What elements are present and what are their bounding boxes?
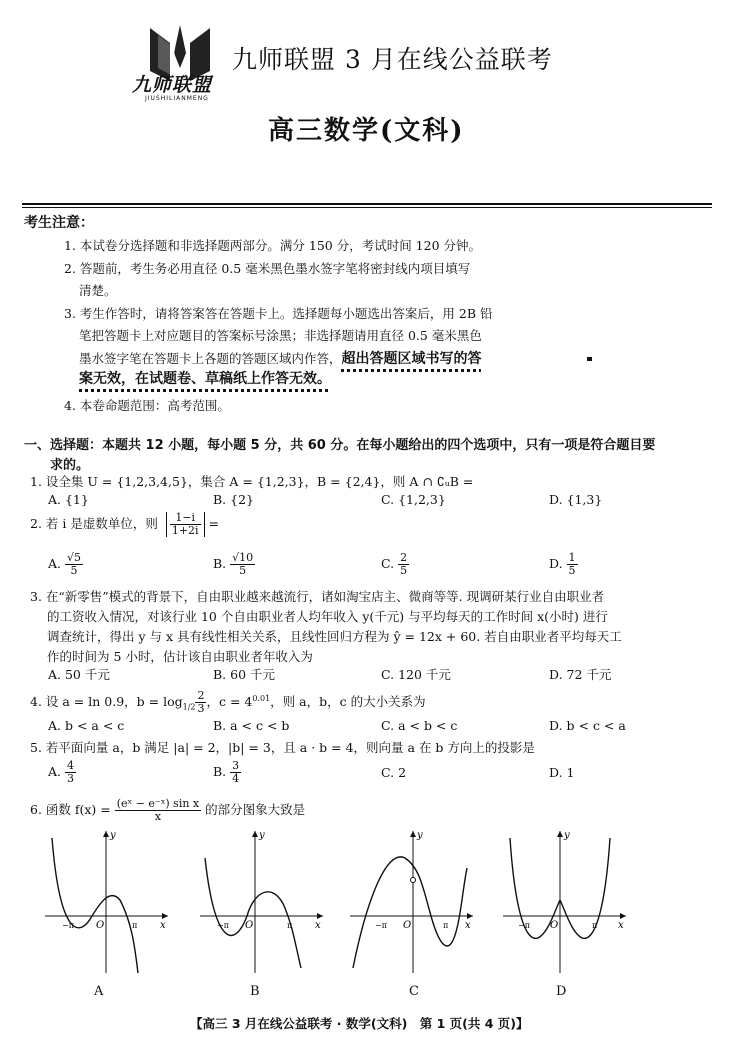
svg-text:y: y [564, 830, 570, 841]
notice-item: 笔把答题卡上对应题目的答案标号涂黑；非选择题请用直径 0.5 毫米黑色 [79, 328, 482, 343]
q2-option-d: D. $\frac{1}{5}$ [549, 551, 576, 577]
divider [22, 207, 712, 208]
graph-label-c: C [409, 984, 419, 999]
question-4-stem: 4. 设 a = ln 0.9，$b = \log_{1/2}$ $\frac{2}{3}$ ，$c = 4^{0.01}$，则 a，b，c 的大小关系为 [30, 689, 426, 715]
question-1-stem: 1. 设全集 U = {1,2,3,4,5}，集合 A = {1,2,3}，B = {2,4}，则 A ∩ ∁ᵤB = [30, 474, 474, 489]
q3-option-b: B. 60 千元 [213, 667, 276, 682]
graph-label-a: A [94, 984, 104, 999]
svg-text:x: x [315, 920, 321, 931]
q4-option-a: A. b < a < c [48, 718, 125, 733]
q3-option-a: A. 50 千元 [48, 667, 110, 682]
logo-subtitle: JIUSHILIANMENG [145, 95, 209, 102]
q2-tail: = [208, 516, 220, 531]
svg-text:O: O [96, 920, 105, 931]
notice-emphasis: 案无效，在试题卷、草稿纸上作答无效。 [79, 371, 331, 387]
question-5-stem: 5. 若平面向量 a，b 满足 |a| = 2，|b| = 3，且 a · b = 4，则向量 a 在 b 方向上的投影是 [30, 740, 535, 755]
notice-item: 清楚。 [79, 283, 117, 298]
q1-option-c: C. {1,2,3} [381, 492, 446, 507]
svg-text:x: x [465, 920, 471, 931]
graph-a [40, 828, 170, 978]
svg-text:−π: −π [62, 921, 74, 930]
section-heading: 一、选择题：本题共 12 小题，每小题 5 分，共 60 分。在每小题给出的四个选项中，只有一项是符合题目要 [24, 438, 656, 453]
q2-option-c: C. $\frac{2}{5}$ [381, 551, 408, 577]
q5-option-c: C. 2 [381, 765, 407, 780]
q2-stem-text: 2. 若 i 是虚数单位，则 [30, 516, 158, 531]
logo-wordmark: 九师联盟 [132, 74, 213, 96]
svg-text:x: x [618, 920, 624, 931]
svg-text:O: O [403, 920, 412, 931]
q4-option-c: C. a < b < c [381, 718, 458, 733]
svg-text:−π: −π [375, 921, 387, 930]
q3-option-d: D. 72 千元 [549, 667, 612, 682]
svg-text:π: π [287, 921, 293, 930]
question-6-stem: 6. 函数 f(x) = $\frac{\text{(eˣ − e⁻ˣ) sin x}}{x}$ 的部分图象大致是 [30, 797, 306, 823]
svg-text:O: O [550, 920, 559, 931]
q4-option-d: D. b < c < a [549, 718, 626, 733]
svg-text:π: π [592, 921, 598, 930]
q5-option-d: D. 1 [549, 765, 575, 780]
q2-option-b: B. $\frac{√10}{5}$ [213, 551, 254, 577]
svg-text:y: y [417, 830, 423, 841]
q2-option-a: A. $\frac{√5}{5}$ [48, 551, 82, 577]
svg-text:y: y [259, 830, 265, 841]
q1-option-d: D. {1,3} [549, 492, 603, 507]
question-3-line: 调查统计，得出 y 与 x 具有线性相关关系，且线性回归方程为 ŷ = 12x + 60. 若自由职业者平均每天工 [47, 629, 622, 644]
svg-text:−π: −π [518, 921, 530, 930]
notice-item [79, 368, 331, 388]
graph-label-b: B [250, 984, 260, 999]
notice-item: 3. 考生作答时，请将答案答在答题卡上。选择题每小题选出答案后，用 2B 铅 [64, 306, 493, 321]
svg-text:π: π [132, 921, 138, 930]
graph-b [195, 828, 325, 978]
q2-frac-num: 1−i [170, 512, 201, 525]
notice-emphasis: 超出答题区域书写的答 [341, 351, 482, 367]
question-3-line: 3. 在“新零售”模式的背景下，自由职业越来越流行，诸如淘宝店主、微商等等. 现调研某行业自由职业者 [30, 589, 605, 604]
notice-item [79, 348, 482, 368]
svg-text:O: O [245, 920, 254, 931]
graph-c [345, 828, 475, 978]
q3-option-c: C. 120 千元 [381, 667, 451, 682]
q1-option-b: B. {2} [213, 492, 254, 507]
q2-frac-den: 1+2i [171, 524, 199, 537]
question-3-line: 的工资收入情况，对该行业 10 个自由职业者人均年收入 y(千元) 与平均每天的工作时间 x(小时) 进行 [47, 609, 608, 624]
q1-option-a: A. {1} [48, 492, 89, 507]
q5-option-b: B. $\frac{3}{4}$ [213, 759, 240, 785]
exam-title: 九师联盟 3 月在线公益联考 [232, 45, 553, 74]
section-heading-cont: 求的。 [50, 458, 90, 473]
svg-text:−π: −π [217, 921, 229, 930]
page-footer: 【高三 3 月在线公益联考 · 数学(文科) 第 1 页(共 4 页)】 [190, 1016, 529, 1031]
subject-title: 高三数学(文科) [268, 116, 465, 146]
q5-option-a: A. $\frac{4}{3}$ [48, 759, 74, 785]
svg-text:y: y [110, 830, 116, 841]
q4-option-b: B. a < c < b [213, 718, 290, 733]
notice-item: 4. 本卷命题范围：高考范围。 [64, 398, 230, 413]
notice-item: 1. 本试卷分选择题和非选择题两部分。满分 150 分，考试时间 120 分钟。 [64, 238, 482, 253]
notice-text: 墨水签字笔在答题卡上各题的答题区域内作答， [79, 351, 342, 366]
graph-d [498, 828, 628, 978]
notice-heading: 考生注意： [24, 215, 94, 231]
svg-text:x: x [160, 920, 166, 931]
divider [22, 203, 712, 205]
graph-label-d: D [556, 984, 567, 999]
notice-item: 2. 答题前，考生务必用直径 0.5 毫米黑色墨水签字笔将密封线内项目填写 [64, 261, 471, 276]
mark-dot [587, 357, 592, 361]
question-2-stem [30, 512, 219, 537]
svg-text:π: π [443, 921, 449, 930]
question-3-line: 作的时间为 5 小时，估计该自由职业者年收入为 [47, 649, 313, 664]
